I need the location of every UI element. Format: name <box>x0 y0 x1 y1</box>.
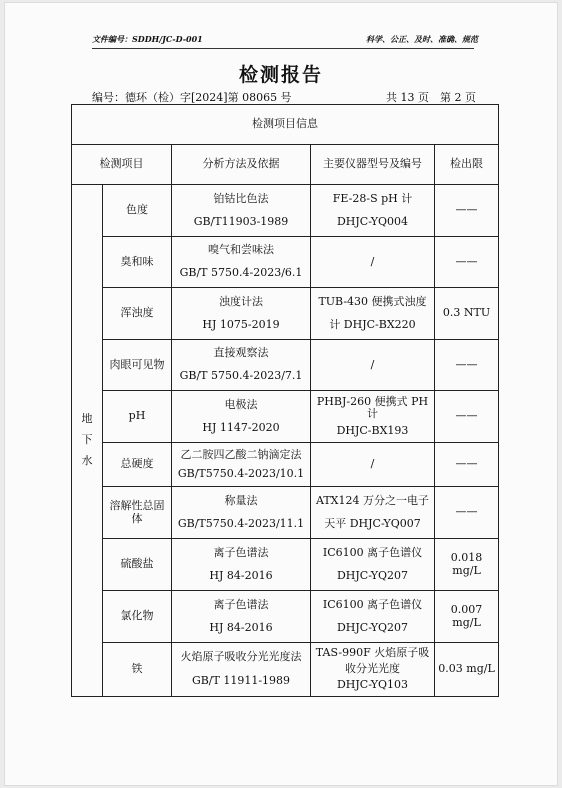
group-char: 水 <box>81 453 93 467</box>
method-cell <box>172 288 311 340</box>
table-row <box>72 237 499 288</box>
header-limit: 检出限 <box>435 145 499 185</box>
detection-limit: —— <box>435 487 499 539</box>
file-number: 文件编号：SDDH/JC-D-001 <box>92 34 203 44</box>
method-line: GB/T11903-1989 <box>193 214 289 228</box>
table-row <box>72 443 499 487</box>
method-line: 乙二胺四乙酸二钠滴定法 <box>180 447 302 461</box>
method-line: 火焰原子吸收分光光度法 <box>180 650 302 664</box>
instrument-line: / <box>370 254 375 268</box>
instrument-line: IC6100 离子色谱仪 <box>322 597 423 611</box>
detection-limit: —— <box>435 237 499 288</box>
method-line: 浊度计法 <box>219 294 263 308</box>
item-name: 总硬度 <box>103 443 172 487</box>
motto: 科学、公正、及时、准确、规范 <box>366 34 478 44</box>
table-row <box>72 487 499 539</box>
method-line: GB/T5750.4-2023/11.1 <box>177 516 305 530</box>
header-method: 分析方法及依据 <box>172 145 311 185</box>
item-name: 铁 <box>103 643 172 697</box>
item-name: 浑浊度 <box>103 288 172 340</box>
table-row <box>72 391 499 443</box>
instrument-line: DHJC-YQ103 <box>336 678 409 692</box>
detection-limit: —— <box>435 443 499 487</box>
detection-limit: 0.007 mg/L <box>435 591 499 643</box>
table-row <box>72 185 499 237</box>
method-line: GB/T5750.4-2023/10.1 <box>177 466 305 480</box>
method-line: 铂钴比色法 <box>213 191 269 205</box>
method-line: GB/T 11911-1989 <box>191 674 291 688</box>
detection-limit: —— <box>435 391 499 443</box>
instrument-line: / <box>370 457 375 471</box>
method-line: HJ 84-2016 <box>209 568 273 582</box>
instrument-line: DHJC-YQ207 <box>336 568 409 582</box>
instrument-line: DHJC-YQ207 <box>336 620 409 634</box>
instrument-line: DHJC-BX193 <box>336 423 409 437</box>
item-name: pH <box>103 391 172 443</box>
header-instrument: 主要仪器型号及编号 <box>311 145 435 185</box>
instrument-line: 天平 DHJC-YQ007 <box>324 516 421 530</box>
method-line: 直接观察法 <box>213 346 269 360</box>
detection-limit: —— <box>435 340 499 391</box>
instrument-cell <box>311 391 435 443</box>
instrument-line: ATX124 万分之一电子 <box>315 493 429 507</box>
method-line: HJ 1075-2019 <box>202 317 280 331</box>
method-line: 电极法 <box>224 397 258 411</box>
table-row <box>72 591 499 643</box>
method-cell <box>172 443 311 487</box>
group-char: 下 <box>81 433 93 447</box>
detection-limit: 0.3 NTU <box>435 288 499 340</box>
instrument-line: TAS-990F 火焰原子吸 <box>315 646 430 660</box>
table-row <box>72 539 499 591</box>
detection-limit: —— <box>435 185 499 237</box>
method-cell <box>172 591 311 643</box>
group-char: 地 <box>81 412 93 426</box>
table-row <box>72 288 499 340</box>
method-cell <box>172 539 311 591</box>
item-name: 肉眼可见物 <box>103 340 172 391</box>
instrument-cell <box>311 443 435 487</box>
method-line: HJ 84-2016 <box>209 620 273 634</box>
method-cell <box>172 185 311 237</box>
method-cell <box>172 340 311 391</box>
item-name: 硫酸盐 <box>103 539 172 591</box>
method-cell <box>172 643 311 697</box>
method-line: HJ 1147-2020 <box>202 420 280 434</box>
method-cell <box>172 391 311 443</box>
instrument-cell <box>311 185 435 237</box>
instrument-line: / <box>370 357 375 371</box>
instrument-cell <box>311 237 435 288</box>
instrument-cell <box>311 487 435 539</box>
test-info-table <box>71 104 499 697</box>
method-cell <box>172 237 311 288</box>
method-line: 称量法 <box>224 493 258 507</box>
instrument-line: FE-28-S pH 计 <box>332 191 413 205</box>
method-line: 离子色谱法 <box>213 545 269 559</box>
page-title: 检测报告 <box>238 64 323 86</box>
instrument-line: 计 DHJC-BX220 <box>329 317 416 331</box>
header-item: 检测项目 <box>72 145 172 185</box>
item-name: 溶解性总固体 <box>103 487 172 539</box>
method-cell <box>172 487 311 539</box>
instrument-cell <box>311 591 435 643</box>
instrument-cell <box>311 643 435 697</box>
detection-limit: 0.03 mg/L <box>435 643 499 697</box>
method-line: GB/T 5750.4-2023/7.1 <box>179 368 303 382</box>
instrument-line: IC6100 离子色谱仪 <box>322 545 423 559</box>
page-count: 共 13 页 第 2 页 <box>386 91 476 104</box>
group-label <box>72 185 103 697</box>
item-name: 色度 <box>103 185 172 237</box>
table-row <box>72 340 499 391</box>
instrument-cell <box>311 539 435 591</box>
header-rule <box>92 48 474 49</box>
detection-limit: 0.018 mg/L <box>435 539 499 591</box>
method-line: 嗅气和尝味法 <box>208 243 274 257</box>
instrument-line: 收分光光度 <box>345 662 400 676</box>
instrument-line: TUB-430 便携式浊度 <box>318 294 427 308</box>
table-caption: 检测项目信息 <box>72 105 499 145</box>
method-line: GB/T 5750.4-2023/6.1 <box>179 265 303 279</box>
item-name: 臭和味 <box>103 237 172 288</box>
instrument-cell <box>311 288 435 340</box>
instrument-cell <box>311 340 435 391</box>
instrument-line: PHBJ-260 便携式 PH 计 <box>316 394 429 421</box>
method-line: 离子色谱法 <box>213 597 269 611</box>
report-serial: 编号：德环（检）字[2024]第 08065 号 <box>92 91 292 104</box>
table-row <box>72 643 499 697</box>
item-name: 氯化物 <box>103 591 172 643</box>
instrument-line: DHJC-YQ004 <box>336 214 409 228</box>
